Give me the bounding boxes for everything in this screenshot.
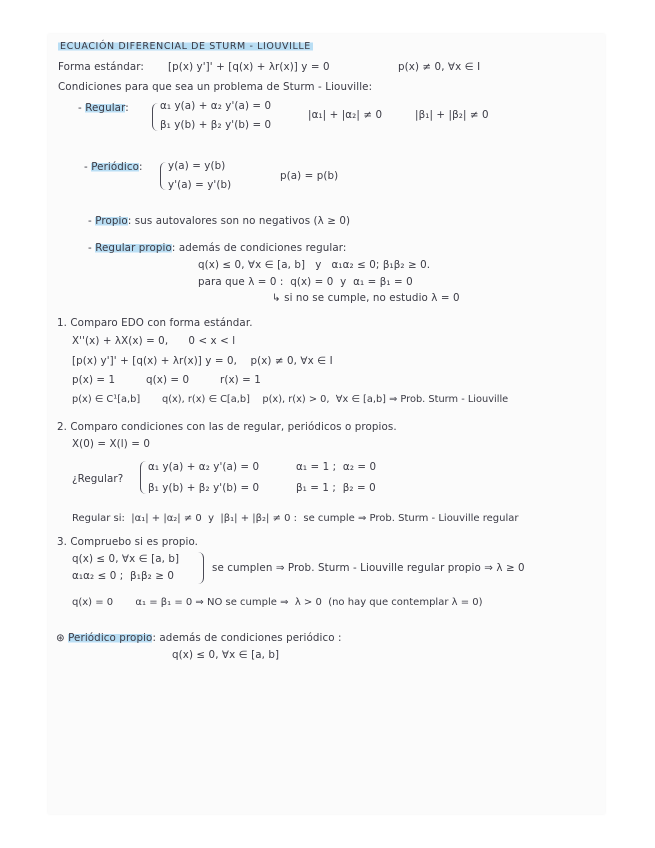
standard-form-condition: p(x) ≠ 0, ∀x ∈ I <box>398 61 481 73</box>
conditions-intro: Condiciones para que sea un problema de Sturm - Liouville: <box>58 81 373 93</box>
step2-vals1: α₁ = 1 ; α₂ = 0 <box>296 461 377 473</box>
step1-conclusion: p(x) ∈ C¹[a,b] q(x), r(x) ∈ C[a,b] p(x), r(x) > 0, ∀x ∈ [a,b] ⇒ Prob. Sturm - Liouville <box>72 394 509 405</box>
step3-heading: 3. Compruebo si es propio. <box>57 536 199 548</box>
step1-standard-form: [p(x) y']' + [q(x) + λr(x)] y = 0, p(x) ≠ 0, ∀x ∈ I <box>72 355 333 367</box>
step2-eq2: β₁ y(b) + β₂ y'(b) = 0 <box>148 482 260 494</box>
step2-boundary-conditions: X(0) = X(l) = 0 <box>72 438 150 450</box>
regular-brace <box>152 103 158 131</box>
step2-question: ¿Regular? <box>72 473 124 485</box>
periodico-label: - Periódico: <box>84 161 143 173</box>
regular-label: - Regular: <box>78 102 129 114</box>
regular-eq2: β₁ y(b) + β₂ y'(b) = 0 <box>160 119 272 131</box>
step1-q: q(x) = 0 <box>146 374 190 386</box>
regular-cond-beta: |β₁| + |β₂| ≠ 0 <box>415 109 489 121</box>
step3-condition1: q(x) ≤ 0, ∀x ∈ [a, b] <box>72 553 180 565</box>
periodico-cond: p(a) = p(b) <box>280 170 339 182</box>
standard-form-equation: [p(x) y']' + [q(x) + λr(x)] y = 0 <box>168 61 330 73</box>
regular-propio-line1: q(x) ≤ 0, ∀x ∈ [a, b] y α₁α₂ ≤ 0; β₁β₂ ≥ 0. <box>198 259 431 271</box>
step1-r: r(x) = 1 <box>220 374 261 386</box>
step2-brace <box>140 461 146 494</box>
step1-p: p(x) = 1 <box>72 374 116 386</box>
step3-condition2: α₁α₂ ≤ 0 ; β₁β₂ ≥ 0 <box>72 570 174 582</box>
propio-line: - Propio: sus autovalores son no negativos (λ ≥ 0) <box>88 215 351 227</box>
periodico-eq1: y(a) = y(b) <box>168 160 226 172</box>
step2-eq1: α₁ y(a) + α₂ y'(a) = 0 <box>148 461 260 473</box>
regular-cond-alpha: |α₁| + |α₂| ≠ 0 <box>308 109 383 121</box>
step3-line: q(x) = 0 α₁ = β₁ = 0 ⇒ NO se cumple ⇒ λ > 0 (no hay que contemplar λ = 0) <box>72 597 483 608</box>
standard-form-label: Forma estándar: <box>58 61 144 73</box>
step1-equation: X''(x) + λX(x) = 0, 0 < x < l <box>72 335 236 347</box>
circled-asterisk-icon: ⊛ <box>56 632 65 644</box>
step2-heading: 2. Comparo condiciones con las de regular, periódicos o propios. <box>57 421 397 433</box>
periodico-brace <box>160 162 166 190</box>
step3-brace <box>198 552 204 584</box>
regular-propio-line3: ↳ si no se cumple, no estudio λ = 0 <box>272 292 460 304</box>
regular-propio-line: - Regular propio: además de condiciones regular: <box>88 242 347 254</box>
step2-result: Regular si: |α₁| + |α₂| ≠ 0 y |β₁| + |β₂| ≠ 0 : se cumple ⇒ Prob. Sturm - Liouville regular <box>72 513 519 524</box>
page-title: ECUACIÓN DIFERENCIAL DE STURM - LIOUVILLE <box>60 41 311 52</box>
step3-conclusion: se cumplen ⇒ Prob. Sturm - Liouville regular propio ⇒ λ ≥ 0 <box>212 562 525 574</box>
step2-vals2: β₁ = 1 ; β₂ = 0 <box>296 482 376 494</box>
regular-propio-line2: para que λ = 0 : q(x) = 0 y α₁ = β₁ = 0 <box>198 276 413 288</box>
periodic-proper-line: ⊛ Periódico propio: además de condiciones periódico : <box>56 632 342 644</box>
step1-heading: 1. Comparo EDO con forma estándar. <box>57 317 253 329</box>
regular-eq1: α₁ y(a) + α₂ y'(a) = 0 <box>160 100 272 112</box>
periodic-proper-condition: q(x) ≤ 0, ∀x ∈ [a, b] <box>172 649 280 661</box>
periodico-eq2: y'(a) = y'(b) <box>168 179 232 191</box>
